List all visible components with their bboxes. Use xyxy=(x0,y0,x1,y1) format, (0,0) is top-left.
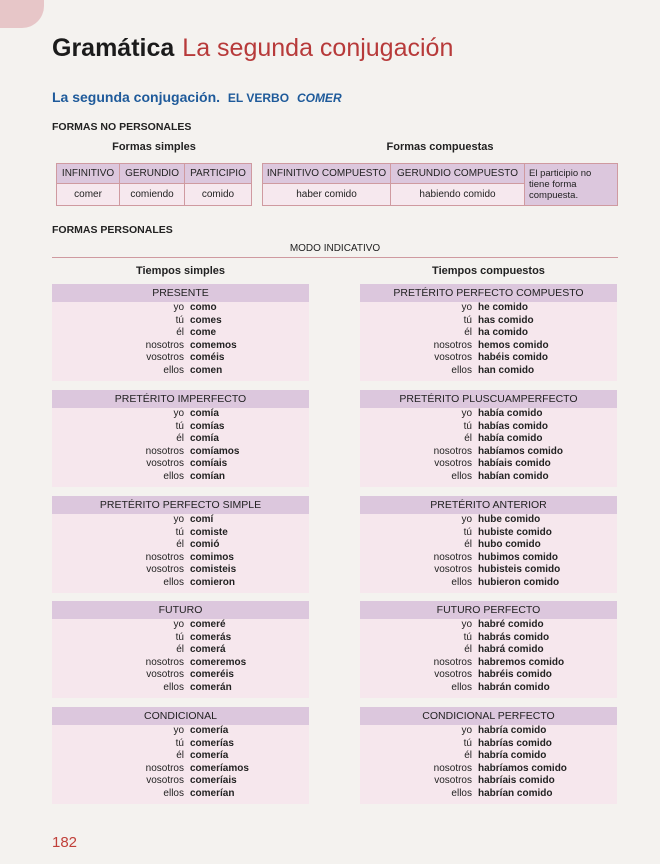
page-title xyxy=(52,34,453,63)
verb-form: habría comido xyxy=(478,725,547,736)
pronoun: yo xyxy=(461,619,472,630)
conjugation-row xyxy=(52,577,309,590)
conjugation-row xyxy=(360,750,617,763)
conjugation-row xyxy=(52,632,309,645)
verb-form: comerán xyxy=(190,681,232,693)
formas-compuestas-heading: Formas compuestas xyxy=(386,141,494,153)
participio-note: El participio no tiene forma compuesta. xyxy=(525,164,618,206)
tense-name: FUTURO PERFECTO xyxy=(360,601,617,619)
conjugation-row xyxy=(360,644,617,657)
pronoun: tú xyxy=(463,314,472,326)
conjugation-row xyxy=(360,632,617,645)
conjugation-row xyxy=(52,458,309,471)
tiempos-compuestos-heading: Tiempos compuestos xyxy=(432,265,545,277)
verb-form: han comido xyxy=(478,364,535,376)
pronoun: yo xyxy=(173,408,184,419)
table-cell: comer xyxy=(57,184,120,206)
tense-name: CONDICIONAL PERFECTO xyxy=(360,707,617,725)
pronoun: él xyxy=(464,433,472,445)
pronoun: vosotros xyxy=(434,775,472,787)
pronoun: él xyxy=(176,327,184,339)
conjugation-row xyxy=(360,514,617,527)
tiempos-simples-heading: Tiempos simples xyxy=(135,265,226,277)
subtitle-verb: COMER xyxy=(296,91,342,105)
conjugation-row xyxy=(360,682,617,695)
pronoun: nosotros xyxy=(433,445,472,457)
tense-block xyxy=(52,707,309,804)
verb-form: comen xyxy=(190,364,223,376)
conjugation-row xyxy=(360,657,617,670)
conjugation-row xyxy=(52,750,309,763)
table-cell: comido xyxy=(185,184,252,206)
verb-form: había comido xyxy=(478,433,543,445)
pronoun: ellos xyxy=(163,787,184,799)
verb-form: habíamos comido xyxy=(478,445,564,457)
tense-name: FUTURO xyxy=(52,601,309,619)
no-personales-heading: FORMAS NO PERSONALES xyxy=(52,121,192,133)
conjugation-row xyxy=(52,644,309,657)
pronoun: ellos xyxy=(163,364,184,376)
conjugation-row xyxy=(360,527,617,540)
pronoun: yo xyxy=(173,302,184,313)
pronoun: tú xyxy=(463,737,472,749)
conjugation-row xyxy=(360,352,617,365)
pronoun: yo xyxy=(173,619,184,630)
subtitle-verb-label: EL VERBO xyxy=(227,91,290,105)
conjugation-row xyxy=(360,315,617,328)
conjugation-row xyxy=(360,327,617,340)
pronoun: vosotros xyxy=(434,458,472,470)
table-header-cell: GERUNDIO COMPUESTO xyxy=(391,164,525,184)
verb-form: habrán comido xyxy=(478,681,550,693)
table-cell: habiendo comido xyxy=(391,184,525,206)
pronoun: vosotros xyxy=(146,564,184,576)
tense-block xyxy=(52,601,309,698)
verb-form: comimos xyxy=(190,551,234,563)
verb-form: comiste xyxy=(190,526,228,538)
section-subtitle xyxy=(52,89,342,105)
verb-form: hubo comido xyxy=(478,539,541,551)
conjugation-row xyxy=(360,669,617,682)
conjugation-row xyxy=(52,315,309,328)
tense-block xyxy=(360,496,617,593)
conjugation-row xyxy=(52,763,309,776)
conjugation-row xyxy=(52,539,309,552)
table-header-cell: PARTICIPIO xyxy=(185,164,252,184)
verb-form: comerá xyxy=(190,644,226,656)
verb-form: comeréis xyxy=(190,669,234,681)
conjugation-row xyxy=(360,471,617,484)
tense-block xyxy=(52,390,309,487)
pronoun: tú xyxy=(175,314,184,326)
conjugation-row xyxy=(360,564,617,577)
formas-simples-table xyxy=(56,163,252,206)
formas-compuestas-table xyxy=(262,163,618,206)
tense-block xyxy=(360,601,617,698)
title-sub: La segunda conjugación xyxy=(182,34,454,62)
conjugation-row xyxy=(52,527,309,540)
page-corner-tab xyxy=(0,0,44,28)
pronoun: tú xyxy=(463,526,472,538)
tense-block xyxy=(52,496,309,593)
verb-form: habías comido xyxy=(478,420,549,432)
pronoun: nosotros xyxy=(433,656,472,668)
verb-form: comeremos xyxy=(190,656,247,668)
pronoun: tú xyxy=(175,737,184,749)
verb-form: habéis comido xyxy=(478,352,549,364)
table-header-cell: GERUNDIO xyxy=(120,164,185,184)
verb-form: hubimos comido xyxy=(478,551,558,563)
pronoun: nosotros xyxy=(433,762,472,774)
pronoun: él xyxy=(464,750,472,762)
title-main: Gramática xyxy=(52,34,175,62)
verb-form: he comido xyxy=(478,302,529,313)
conjugation-row xyxy=(52,619,309,632)
verb-form: comerían xyxy=(190,787,235,799)
verb-form: habían comido xyxy=(478,470,549,482)
tense-name: PRESENTE xyxy=(52,284,309,302)
page-number: 182 xyxy=(52,834,78,851)
conjugation-row xyxy=(52,669,309,682)
pronoun: nosotros xyxy=(433,551,472,563)
conjugation-row xyxy=(52,471,309,484)
divider xyxy=(52,257,618,258)
verb-form: comeré xyxy=(190,619,226,630)
tense-name: PRETÉRITO PERFECTO COMPUESTO xyxy=(360,284,617,302)
conjugation-row xyxy=(52,725,309,738)
verb-form: habremos comido xyxy=(478,656,565,668)
verb-form: coméis xyxy=(190,352,225,364)
verb-form: comisteis xyxy=(190,564,237,576)
verb-form: comía xyxy=(190,433,219,445)
tense-name: PRETÉRITO PERFECTO SIMPLE xyxy=(52,496,309,514)
verb-form: habré comido xyxy=(478,619,544,630)
pronoun: él xyxy=(176,750,184,762)
conjugation-row xyxy=(52,433,309,446)
conjugation-row xyxy=(52,564,309,577)
verb-form: como xyxy=(190,302,217,313)
verb-form: come xyxy=(190,327,217,339)
pronoun: vosotros xyxy=(434,564,472,576)
table-header-cell: INFINITIVO COMPUESTO xyxy=(263,164,391,184)
verb-form: hubiste comido xyxy=(478,526,552,538)
tense-block xyxy=(52,284,309,381)
verb-form: ha comido xyxy=(478,327,529,339)
verb-form: habrían comido xyxy=(478,787,553,799)
pronoun: yo xyxy=(173,725,184,736)
formas-simples-heading: Formas simples xyxy=(112,141,196,153)
conjugation-row xyxy=(52,302,309,315)
table-cell: haber comido xyxy=(263,184,391,206)
conjugation-row xyxy=(52,408,309,421)
verb-form: hube comido xyxy=(478,514,541,525)
pronoun: vosotros xyxy=(146,352,184,364)
verb-form: hemos comido xyxy=(478,339,549,351)
conjugation-row xyxy=(52,657,309,670)
conjugation-row xyxy=(360,365,617,378)
conjugation-row xyxy=(360,433,617,446)
pronoun: yo xyxy=(461,408,472,419)
pronoun: nosotros xyxy=(433,339,472,351)
pronoun: ellos xyxy=(163,470,184,482)
pronoun: nosotros xyxy=(145,339,184,351)
pronoun: él xyxy=(464,539,472,551)
verb-form: comes xyxy=(190,314,222,326)
conjugation-row xyxy=(360,421,617,434)
pronoun: nosotros xyxy=(145,445,184,457)
pronoun: yo xyxy=(461,302,472,313)
tense-block xyxy=(360,390,617,487)
verb-form: habíais comido xyxy=(478,458,551,470)
conjugation-row xyxy=(52,327,309,340)
pronoun: yo xyxy=(173,514,184,525)
pronoun: nosotros xyxy=(145,762,184,774)
pronoun: él xyxy=(176,539,184,551)
pronoun: él xyxy=(464,644,472,656)
conjugation-row xyxy=(360,302,617,315)
pronoun: tú xyxy=(175,526,184,538)
subtitle-text: La segunda conjugación. xyxy=(52,89,221,105)
verb-form: habríais comido xyxy=(478,775,555,787)
pronoun: vosotros xyxy=(146,458,184,470)
verb-form: comería xyxy=(190,750,229,762)
verb-form: habrá comido xyxy=(478,644,544,656)
conjugation-row xyxy=(52,340,309,353)
verb-form: comieron xyxy=(190,576,236,588)
pronoun: ellos xyxy=(163,681,184,693)
pronoun: tú xyxy=(175,420,184,432)
pronoun: ellos xyxy=(451,470,472,482)
verb-form: habréis comido xyxy=(478,669,552,681)
verb-form: comemos xyxy=(190,339,237,351)
verb-form: comerás xyxy=(190,631,232,643)
verb-form: comíais xyxy=(190,458,228,470)
conjugation-row xyxy=(360,775,617,788)
conjugation-row xyxy=(52,552,309,565)
pronoun: vosotros xyxy=(434,669,472,681)
conjugation-row xyxy=(360,619,617,632)
conjugation-row xyxy=(52,446,309,459)
conjugation-row xyxy=(360,725,617,738)
conjugation-row xyxy=(52,514,309,527)
pronoun: ellos xyxy=(163,576,184,588)
conjugation-row xyxy=(360,577,617,590)
pronoun: vosotros xyxy=(146,669,184,681)
pronoun: ellos xyxy=(451,576,472,588)
verb-form: habrás comido xyxy=(478,631,550,643)
verb-form: comió xyxy=(190,539,220,551)
conjugation-row xyxy=(360,552,617,565)
modo-indicativo-label: MODO INDICATIVO xyxy=(289,243,381,254)
verb-form: habría comido xyxy=(478,750,547,762)
verb-form: hubieron comido xyxy=(478,576,560,588)
tense-name: PRETÉRITO PLUSCUAMPERFECTO xyxy=(360,390,617,408)
verb-form: comeríais xyxy=(190,775,237,787)
pronoun: ellos xyxy=(451,681,472,693)
pronoun: vosotros xyxy=(146,775,184,787)
conjugation-row xyxy=(52,682,309,695)
pronoun: yo xyxy=(461,725,472,736)
verb-form: comían xyxy=(190,470,226,482)
conjugation-row xyxy=(52,788,309,801)
tense-name: CONDICIONAL xyxy=(52,707,309,725)
pronoun: yo xyxy=(461,514,472,525)
tense-name: PRETÉRITO ANTERIOR xyxy=(360,496,617,514)
conjugation-row xyxy=(52,352,309,365)
pronoun: ellos xyxy=(451,787,472,799)
conjugation-row xyxy=(360,738,617,751)
conjugation-row xyxy=(360,458,617,471)
conjugation-row xyxy=(360,539,617,552)
pronoun: él xyxy=(176,433,184,445)
verb-form: comerías xyxy=(190,737,234,749)
conjugation-row xyxy=(52,738,309,751)
pronoun: ellos xyxy=(451,364,472,376)
conjugation-row xyxy=(52,365,309,378)
conjugation-row xyxy=(360,788,617,801)
pronoun: nosotros xyxy=(145,656,184,668)
conjugation-row xyxy=(360,340,617,353)
conjugation-row xyxy=(52,775,309,788)
table-cell: comiendo xyxy=(120,184,185,206)
pronoun: tú xyxy=(463,420,472,432)
verb-form: has comido xyxy=(478,314,534,326)
verb-form: comería xyxy=(190,725,229,736)
pronoun: él xyxy=(176,644,184,656)
tense-block xyxy=(360,707,617,804)
verb-form: comíamos xyxy=(190,445,240,457)
verb-form: hubisteis comido xyxy=(478,564,561,576)
verb-form: habríamos comido xyxy=(478,762,567,774)
personales-heading: FORMAS PERSONALES xyxy=(52,224,173,236)
verb-form: comí xyxy=(190,514,214,525)
verb-form: habrías comido xyxy=(478,737,552,749)
tense-name: PRETÉRITO IMPERFECTO xyxy=(52,390,309,408)
verb-form: comeríamos xyxy=(190,762,249,774)
tense-block xyxy=(360,284,617,381)
conjugation-row xyxy=(360,408,617,421)
pronoun: él xyxy=(464,327,472,339)
pronoun: nosotros xyxy=(145,551,184,563)
conjugation-row xyxy=(360,763,617,776)
pronoun: vosotros xyxy=(434,352,472,364)
verb-form: comía xyxy=(190,408,219,419)
pronoun: tú xyxy=(463,631,472,643)
pronoun: tú xyxy=(175,631,184,643)
verb-form: comías xyxy=(190,420,225,432)
verb-form: había comido xyxy=(478,408,543,419)
conjugation-row xyxy=(52,421,309,434)
conjugation-row xyxy=(360,446,617,459)
table-header-cell: INFINITIVO xyxy=(57,164,120,184)
